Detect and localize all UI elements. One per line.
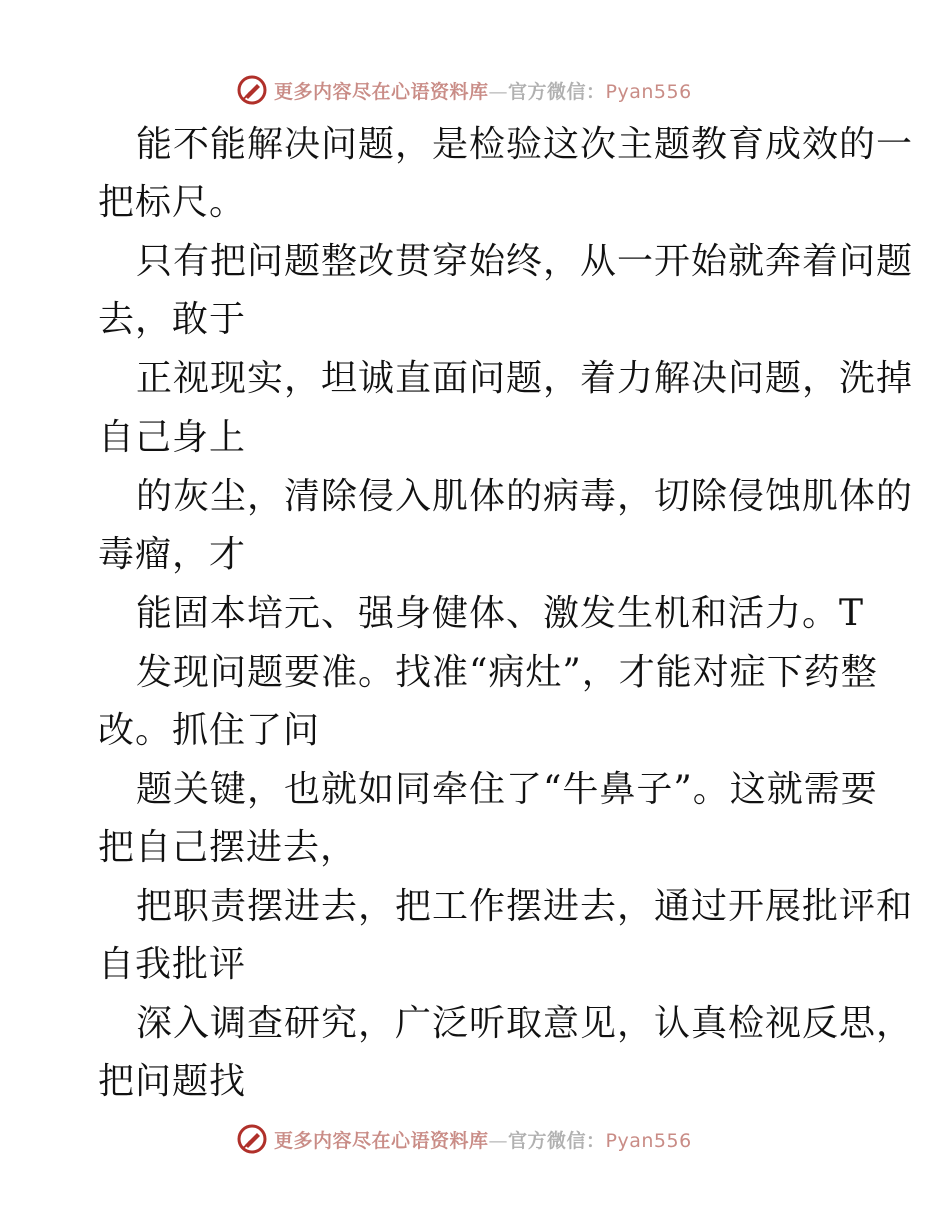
footer-watermark — [236, 1122, 692, 1156]
paragraph-line: 深入调查研究，广泛听取意见，认真检视反思， — [136, 1003, 914, 1044]
header-site-name: 更多内容尽在心语资料库 — [274, 80, 489, 103]
paragraph-line: 自己身上 — [98, 417, 247, 458]
paragraph-line: 把问题找 — [98, 1061, 247, 1102]
paragraph-line: 只有把问题整改贯穿始终，从一开始就奔着问题 — [136, 241, 914, 282]
footer-site-name: 更多内容尽在心语资料库 — [274, 1129, 489, 1152]
paragraph-line: 正视现实，坦诚直面问题，着力解决问题，洗掉 — [136, 358, 914, 399]
paragraph-line: 的灰尘，清除侵入肌体的病毒，切除侵蚀肌体的 — [136, 476, 914, 517]
paragraph-line: 把自己摆进去， — [98, 827, 358, 868]
footer-label: 官方微信： — [508, 1129, 606, 1152]
paragraph-line: 把标尺。 — [98, 182, 247, 223]
header-account: Pyan556 — [605, 80, 692, 103]
header-label: 官方微信： — [508, 80, 606, 103]
paragraph-line: 题关键，也就如同牵住了“牛鼻子”。这就需要 — [136, 769, 878, 810]
footer-account: Pyan556 — [605, 1129, 692, 1152]
paragraph-line: 毒瘤，才 — [98, 534, 247, 575]
header-watermark — [236, 73, 692, 107]
paragraph-line: 改。抓住了问 — [98, 710, 321, 751]
paragraph-line: 把职责摆进去，把工作摆进去，通过开展批评和 — [136, 886, 914, 927]
footer-separator: — — [488, 1129, 509, 1152]
paragraph-line: 能固本培元、强身健体、激发生机和活力。T — [136, 593, 865, 634]
header-separator: — — [488, 80, 509, 103]
paragraph-line: 自我批评 — [98, 944, 247, 985]
paragraph-line: 能不能解决问题，是检验这次主题教育成效的一 — [136, 124, 914, 165]
logo-icon — [236, 1123, 268, 1155]
paragraph-line: 去，敢于 — [98, 299, 247, 340]
paragraph-line: 发现问题要准。找准“病灶”，才能对症下药整 — [136, 652, 878, 693]
logo-icon — [236, 74, 268, 106]
